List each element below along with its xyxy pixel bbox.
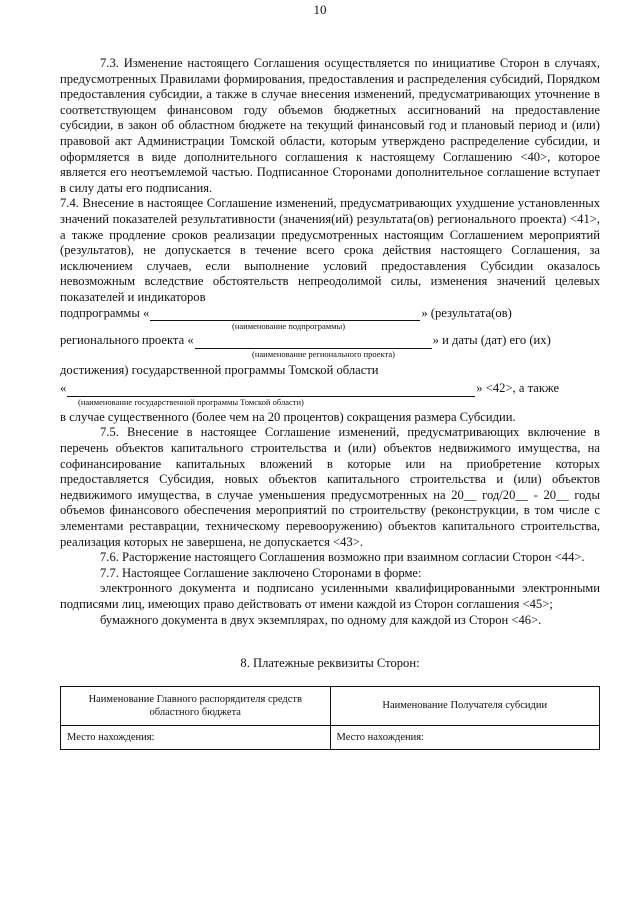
subprogram-prefix: подпрограммы « bbox=[60, 305, 150, 320]
state-program-prefix: « bbox=[60, 381, 67, 396]
paragraph-7-6: 7.6. Расторжение настоящего Соглашения возможно при взаимном согласии Сторон <44>. bbox=[100, 550, 585, 565]
recipient-location-cell[interactable]: Место нахождения: bbox=[330, 725, 600, 750]
paragraph-7-7: 7.7. Настоящее Соглашение заключено Сторонами в форме: bbox=[100, 565, 422, 580]
section-8-title: 8. Платежные реквизиты Сторон: bbox=[240, 656, 420, 671]
paragraph-7-5: 7.5. Внесение в настоящее Соглашение изменений, предусматривающих включение в перечень объектов капитального строительства и (или) объектов недвижимого имущества, на софинансирование капитальных вложений в которые или на приобретение которых предоставляется Субсидия, новых объектов капитального строительства и (или) объектов недвижимого имущества, в случае уменьшения предусмотренных на 20__ год/20__ - 20__ годы объемов финансового обеспечения мероприятий по строительству (реконструкции, в том числе с элементами реставрации, техническому перевооружению) объектов капитального строительства, реализация которых не завершена, не допускается <43>. bbox=[60, 425, 600, 549]
subprogram-line bbox=[60, 306, 600, 322]
state-program-line bbox=[60, 381, 600, 397]
subprogram-name-blank[interactable] bbox=[150, 308, 420, 321]
page-number: 10 bbox=[313, 2, 327, 17]
regional-project-prefix: регионального проекта « bbox=[60, 333, 194, 348]
regional-project-caption: (наименование регионального проекта) bbox=[252, 348, 395, 359]
regional-project-line bbox=[60, 333, 600, 349]
paragraph-7-4: 7.4. Внесение в настоящее Соглашение изменений, предусматривающих ухудшение установленных значений показателей результативности (значения(ий) результата(ов) регионального проекта) <41>, а также продление сроков реализации предусмотренных настоящим Соглашением мероприятий (результатов), не допускается в течение всего срока действия настоящего Соглашения, за исключением случаев, если выполнение условий предоставления Субсидии оказалось невозможным вследствие обстоятельств непреодолимой силы, изменения значений целевых показателей и индикаторов bbox=[60, 196, 600, 304]
table-row bbox=[61, 725, 600, 750]
paragraph-7-4-end: в случае существенного (более чем на 20 процентов) сокращения размера Субсидии. bbox=[60, 409, 516, 424]
state-program-suffix: » <42>, а также bbox=[476, 381, 560, 396]
grantor-header-cell: Наименование Главного распорядителя средств областного бюджета bbox=[61, 686, 331, 725]
payment-details-table bbox=[60, 686, 600, 751]
grantor-location-cell[interactable]: Место нахождения: bbox=[61, 725, 331, 750]
subprogram-suffix: » (результата(ов) bbox=[421, 305, 512, 320]
achievement-line: достижения) государственной программы Томской области bbox=[60, 362, 379, 377]
state-program-caption: (наименование государственной программы Томской области) bbox=[78, 396, 304, 407]
regional-project-name-blank[interactable] bbox=[195, 336, 432, 349]
regional-project-suffix: » и даты (дат) его (их) bbox=[432, 333, 551, 348]
subprogram-caption: (наименование подпрограммы) bbox=[232, 321, 346, 332]
paragraph-7-3: 7.3. Изменение настоящего Соглашения осуществляется по инициативе Сторон в случаях, предусмотренных Правилами формирования, предоставления и распределения субсидий, Порядком предоставления субсидии, а также в случае внесения изменений, предусматривающих уточнение в соответствующем финансовом году объемов бюджетных ассигнований на предоставление субсидии, в закон об областном бюджете на текущий финансовый год и плановый период и (или) правовой акт Администрации Томской области, которым утверждено распределение субсидии, и оформляется в виде дополнительного соглашения к настоящему Соглашению <40>, которое является его неотъемлемой частью. Подписанное Сторонами дополнительное соглашение вступает в силу даты его подписания. bbox=[60, 56, 600, 195]
recipient-header-cell: Наименование Получателя субсидии bbox=[330, 686, 600, 725]
paragraph-7-7-electronic: электронного документа и подписано усиленными квалифицированными электронными подписями лиц, имеющих право действовать от имени каждой из Сторон соглашения <45>; bbox=[60, 581, 600, 611]
paragraph-7-7-paper: бумажного документа в двух экземплярах, по одному для каждой из Сторон <46>. bbox=[100, 612, 542, 627]
table-row bbox=[61, 686, 600, 725]
state-program-name-blank[interactable] bbox=[67, 384, 475, 397]
document-body bbox=[60, 56, 600, 750]
